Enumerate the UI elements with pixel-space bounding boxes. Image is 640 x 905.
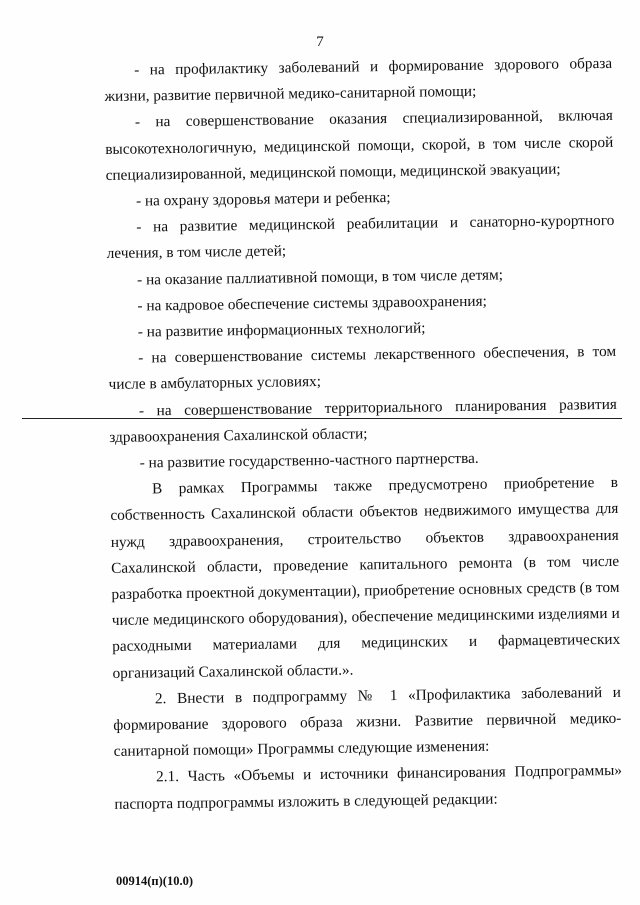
body-paragraph: 2.1. Часть «Объемы и источники финансирования Подпрограммы» паспорта подпрограммы изложить в следующей редакции: xyxy=(114,762,623,813)
list-item: - на совершенствование оказания специализированной, включая высокотехнологичную, медицинской помощи, скорой, в том числе скорой специализированной, медицинской помощи, медицинской эвакуации; xyxy=(105,107,614,184)
list-item: - на развитие информационных технологий; xyxy=(137,319,426,341)
list-item: - на развитие медицинской реабилитации и санаторно-курортного лечения, в том числе детей; xyxy=(106,212,615,263)
page-number: 7 xyxy=(316,34,324,50)
list-item: - на профилактику заболеваний и формирование здорового образа жизни, развитие первичной медико-санитарной помощи; xyxy=(104,54,613,106)
scan-divider-line xyxy=(22,418,622,419)
list-item: - на оказание паллиативной помощи, в том числе детям; xyxy=(136,266,504,289)
list-item: - на совершенствование территориального планирования развития здравоохранения Сахалинской области; xyxy=(109,395,617,446)
body-paragraph: 2. Внести в подпрограмму № 1 «Профилактика заболеваний и формирование здорового образа жизни. Развитие первичной медико-санитарной помощи» Программы следующие изменения: xyxy=(113,683,622,761)
document-code: 00914(п)(10.0) xyxy=(116,874,193,888)
list-item: - на охрану здоровья матери и ребенка; xyxy=(135,189,391,210)
document-body xyxy=(104,51,623,818)
list-item: - на развитие государственно-частного партнерства. xyxy=(139,449,479,472)
list-item: - на кадровое обеспечение системы здравоохранения; xyxy=(137,292,487,315)
body-paragraph: В рамках Программы также предусмотрено приобретение в собственность Сахалинской области объектов недвижимого имущества для нужд здравоохранения, строительство объектов здравоохранения Сахалинской области, проведение капитального ремонта (в том числе разработка проектной документации), приобретение основных средств (в том числе медицинского оборудования), обеспечение медицинскими изделиями и расходными материалами для медицинских и фармацевтических организаций Сахалинской области.». xyxy=(110,474,621,682)
list-item: - на совершенствование системы лекарственного обеспечения, в том числе в амбулаторных условиях; xyxy=(108,343,617,394)
